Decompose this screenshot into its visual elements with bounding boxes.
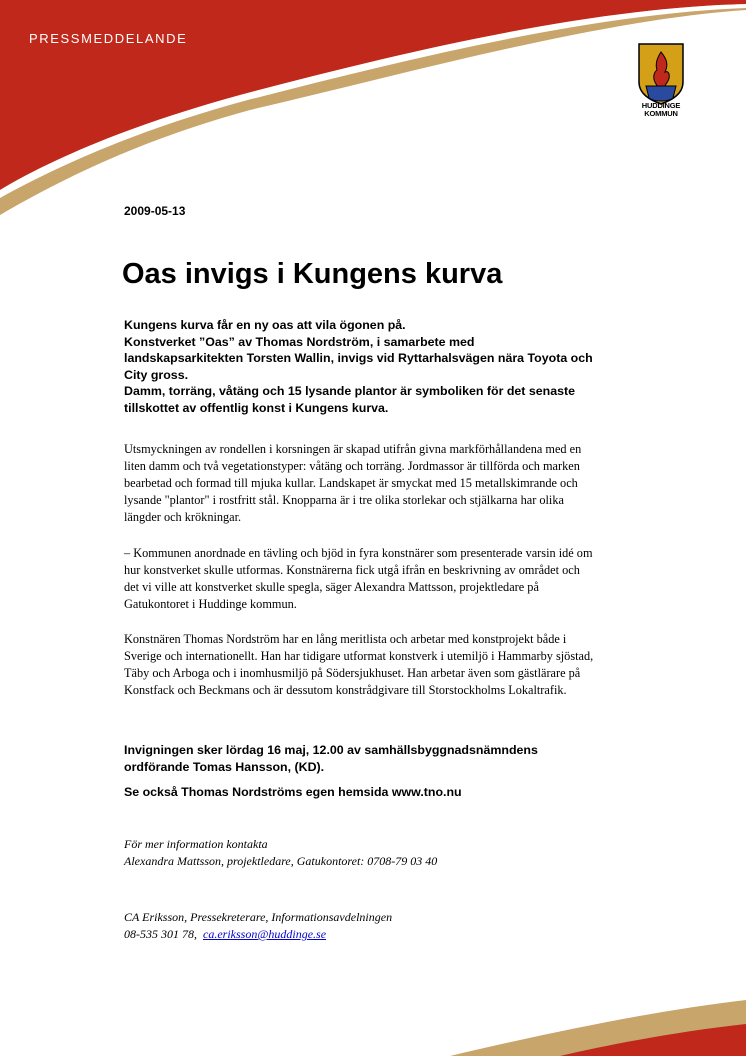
website-reference: Se också Thomas Nordströms egen hemsida www.tno.nu: [124, 785, 462, 799]
release-date: 2009-05-13: [124, 204, 186, 218]
lead-section: [124, 317, 594, 416]
press-release-label: PRESSMEDDELANDE: [29, 31, 188, 46]
lead-line: Kungens kurva får en ny oas att vila ögonen på.: [124, 318, 406, 332]
lead-line: Damm, torräng, våtäng och 15 lysande plantor är symboliken för det senaste tillskottet av offentlig konst i Kungens kurva.: [124, 384, 576, 415]
press-phone: 08-535 301 78,: [124, 927, 197, 941]
body-paragraph: Utsmyckningen av rondellen i korsningen är skapad utifrån givna markförhållandena med en liten damm och två vegetationstyper: våtäng och torräng. Jordmassor är tillförda och marken bearbetad och formad till mjuka kullar. Landskapet är smyckat med 15 metallskimrande och lysande "plantor" i rostfritt stål. Knopparna är i tre olika storlekar och stjälkarna har olika längder och krökningar.: [124, 442, 582, 524]
body-paragraph: Konstnären Thomas Nordström har en lång meritlista och arbetar med konstprojekt både i Sverige och internationellt. Han har tidigare utformat konstverk i utemiljö i Hammarby sjöstad, Täby och Arboga och i inomhusmiljö på Södersjukhuset. Han arbetar även som gästlärare på Konstfack och Beckmans och är dessutom konstrådgivare till Storstockholms Lokaltrafik.: [124, 632, 594, 697]
lead-line: Konstverket ”Oas” av Thomas Nordström, i samarbete med landskapsarkitekten Torsten Wallin, invigs vid Ryttarhalsvägen nära Toyota och City gross.: [124, 334, 593, 382]
contact-intro: För mer information kontakta: [124, 837, 268, 851]
press-contact-line: [124, 926, 594, 943]
press-contact-block: [124, 909, 594, 943]
press-contact-person: CA Eriksson, Pressekreterare, Informationsavdelningen: [124, 910, 393, 924]
inauguration-note: Invigningen sker lördag 16 maj, 12.00 av samhällsbyggnadsnämndens ordförande Tomas Hansson, (KD).: [124, 743, 538, 774]
red-swoosh: [0, 0, 746, 190]
contact-block: [124, 836, 594, 870]
contact-person: Alexandra Mattsson, projektledare, Gatukontoret: 0708-79 03 40: [124, 854, 438, 868]
logo-line-2: KOMMUN: [644, 109, 678, 118]
page-title: Oas invigs i Kungens kurva: [122, 258, 503, 290]
body-paragraph: – Kommunen anordnade en tävling och bjöd in fyra konstnärer som presenterade varsin idé om hur konstverket skulle utformas. Konstnärerna fick utgå ifrån en beskrivning av området och det vi ville att konstverket skulle spegla, säger Alexandra Mattsson, projektledare på Gatukontoret i Huddinge kommun.: [124, 546, 593, 611]
logo-line-1: HUDDINGE: [641, 101, 681, 110]
press-email-link[interactable]: ca.eriksson@huddinge.se: [203, 927, 327, 941]
logo-wordmark: [628, 102, 694, 118]
